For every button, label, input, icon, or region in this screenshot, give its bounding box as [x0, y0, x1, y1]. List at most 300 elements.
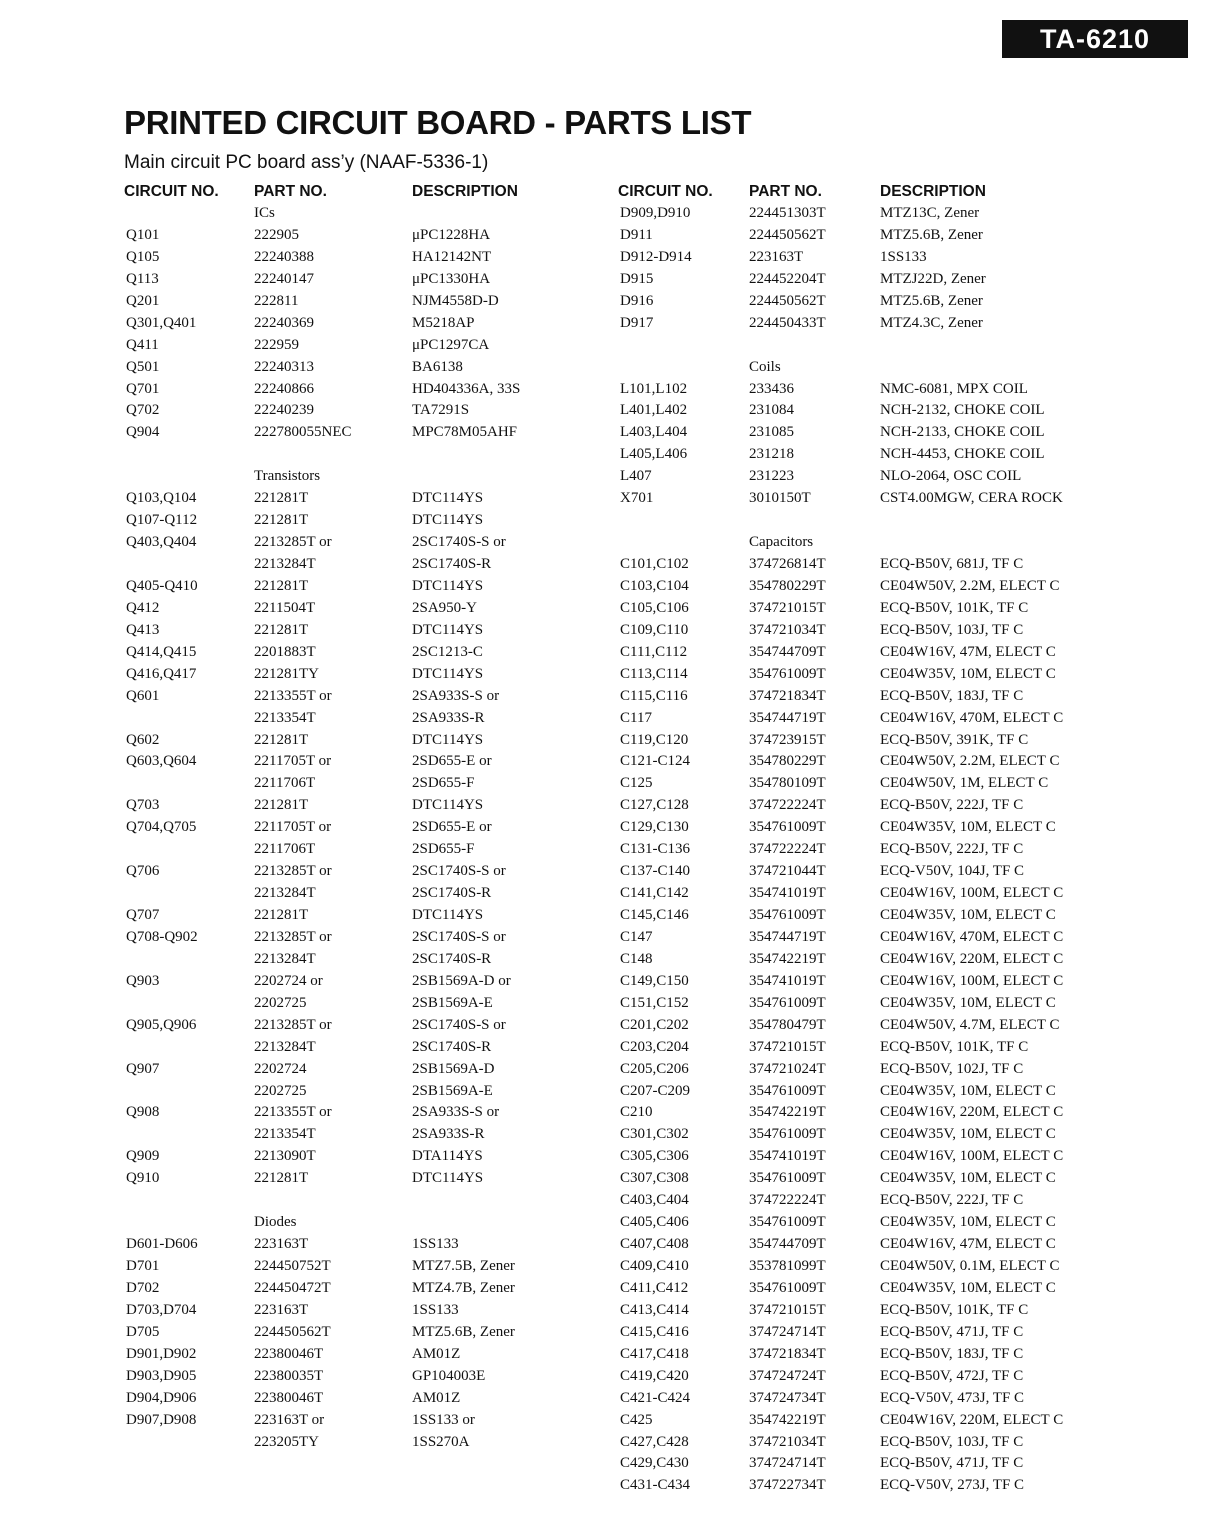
part-no-cell: 22240313 — [254, 358, 314, 375]
table-row — [124, 1102, 594, 1124]
part-no-cell: 2202725 — [254, 994, 307, 1011]
circuit-no-cell: Q603,Q604 — [126, 753, 197, 770]
part-no-cell: 2213355T or — [254, 1104, 332, 1121]
model-badge: TA-6210 — [1002, 20, 1188, 58]
table-row — [124, 1256, 594, 1278]
circuit-no-cell: D911 — [620, 226, 653, 243]
table-row — [124, 291, 594, 313]
circuit-no-cell: Q601 — [126, 687, 160, 704]
circuit-no-cell: Q101 — [126, 226, 160, 243]
table-row — [618, 1322, 1088, 1344]
description-cell: CE04W16V, 100M, ELECT C — [880, 972, 1064, 989]
circuit-no-cell: Q103,Q104 — [126, 490, 197, 507]
description-cell: CE04W16V, 220M, ELECT C — [880, 1411, 1064, 1428]
circuit-no-cell: D901,D902 — [126, 1345, 197, 1362]
description-cell: ECQ-B50V, 101K, TF C — [880, 1301, 1029, 1318]
table-row — [618, 1146, 1088, 1168]
description-cell: DTA114YS — [412, 1148, 483, 1165]
table-row — [124, 730, 594, 752]
description-cell: CE04W35V, 10M, ELECT C — [880, 819, 1056, 836]
part-no-cell: 374721834T — [749, 1345, 826, 1362]
table-row — [124, 664, 594, 686]
table-row — [124, 488, 594, 510]
circuit-no-cell: D917 — [620, 314, 654, 331]
circuit-no-cell: C201,C202 — [620, 1016, 689, 1033]
part-no-cell: 374722224T — [749, 797, 826, 814]
part-no-cell: 231085 — [749, 424, 794, 441]
description-cell: ECQ-B50V, 471J, TF C — [880, 1323, 1024, 1340]
table-row — [618, 686, 1088, 708]
part-no-cell: 2211706T — [254, 775, 316, 792]
circuit-no-cell: C403,C404 — [620, 1192, 689, 1209]
circuit-no-cell: Q707 — [126, 907, 160, 923]
circuit-no-cell: X701 — [620, 490, 654, 507]
table-row — [124, 422, 594, 444]
table-row — [124, 510, 594, 532]
part-no-cell: 354744709T — [749, 1236, 826, 1253]
circuit-no-cell: C103,C104 — [620, 577, 689, 594]
board-subtitle: Main circuit PC board ass’y (NAAF-5336-1) — [124, 152, 489, 173]
table-row — [618, 532, 1088, 554]
circuit-no-cell: C301,C302 — [620, 1126, 689, 1143]
circuit-no-cell: C109,C110 — [620, 621, 689, 638]
circuit-no-cell: C429,C430 — [620, 1455, 689, 1472]
table-row — [618, 225, 1088, 247]
circuit-no-cell: Q501 — [126, 358, 160, 375]
circuit-no-cell: D701 — [126, 1258, 160, 1274]
header-part-no: PART NO. — [749, 183, 822, 200]
circuit-no-cell: Q904 — [126, 424, 160, 441]
circuit-no-cell: C205,C206 — [620, 1060, 689, 1077]
table-row — [124, 817, 594, 839]
description-cell: ECQ-B50V, 391K, TF C — [880, 731, 1029, 748]
part-no-cell: 224450562T — [749, 292, 826, 309]
circuit-no-cell: C147 — [620, 928, 653, 945]
part-no-cell: 2213354T — [254, 709, 316, 726]
circuit-no-cell: D904,D906 — [126, 1389, 197, 1406]
header-part-no: PART NO. — [254, 183, 327, 200]
part-no-cell: 354761009T — [749, 1279, 826, 1296]
table-row — [124, 905, 594, 927]
description-cell: μPC1330HA — [412, 270, 491, 287]
circuit-no-cell: C417,C418 — [620, 1345, 689, 1362]
table-row — [618, 598, 1088, 620]
description-cell: HA12142NT — [412, 248, 492, 265]
part-no-cell: 374721034T — [749, 1433, 826, 1450]
circuit-no-cell: C210 — [620, 1104, 653, 1121]
table-row — [618, 861, 1088, 883]
table-row — [618, 247, 1088, 269]
circuit-no-cell: C307,C308 — [620, 1170, 689, 1187]
table-row — [618, 1453, 1088, 1475]
description-cell: 2SC1740S-S or — [412, 863, 506, 880]
description-cell: GP104003E — [412, 1367, 486, 1384]
description-cell: MTZ5.6B, Zener — [412, 1323, 515, 1340]
description-cell: 1SS133 — [412, 1236, 459, 1253]
circuit-no-cell: C129,C130 — [620, 819, 689, 836]
table-row — [124, 773, 594, 795]
description-cell: ECQ-B50V, 183J, TF C — [880, 1345, 1024, 1362]
part-no-cell: 221281T — [254, 797, 309, 814]
circuit-no-cell: Q706 — [126, 863, 160, 880]
part-no-cell: 2213285T or — [254, 534, 332, 551]
part-no-cell: 221281T — [254, 621, 309, 638]
part-no-cell: 354741019T — [749, 972, 826, 989]
circuit-no-cell: Q201 — [126, 292, 160, 309]
part-no-cell: 2202725 — [254, 1082, 307, 1099]
circuit-no-cell: Q908 — [126, 1104, 160, 1121]
part-no-cell: 374721024T — [749, 1060, 826, 1077]
table-row — [124, 554, 594, 576]
table-row — [124, 1300, 594, 1322]
description-cell: 2SC1740S-S or — [412, 534, 506, 551]
description-cell: DTC114YS — [412, 512, 484, 529]
table-row — [124, 444, 594, 466]
table-row — [618, 1410, 1088, 1432]
part-no-cell: 354761009T — [749, 665, 826, 682]
table-row — [618, 1278, 1088, 1300]
part-no-cell: 22240147 — [254, 270, 314, 287]
header-description: DESCRIPTION — [880, 183, 986, 200]
description-cell: 2SA933S-S or — [412, 1104, 500, 1121]
table-row — [618, 905, 1088, 927]
part-no-cell: 2202724 — [254, 1060, 307, 1077]
part-no-cell: 354744709T — [749, 643, 826, 660]
table-row — [618, 1168, 1088, 1190]
table-row — [618, 1102, 1088, 1124]
table-row — [124, 466, 594, 488]
part-no-cell: 354742219T — [749, 1104, 826, 1121]
description-cell: NLO-2064, OSC COIL — [880, 468, 1022, 485]
circuit-no-cell: Q413 — [126, 621, 160, 638]
part-no-cell: 374724714T — [749, 1455, 826, 1472]
table-row — [618, 708, 1088, 730]
part-no-cell: 224450472T — [254, 1279, 331, 1296]
description-cell: NCH-2132, CHOKE COIL — [880, 402, 1045, 419]
table-row — [618, 1388, 1088, 1410]
circuit-no-cell: C151,C152 — [620, 994, 689, 1011]
description-cell: 2SD655-F — [412, 841, 475, 858]
description-cell: MTZ13C, Zener — [880, 205, 980, 221]
table-row — [124, 1212, 594, 1234]
table-row — [124, 1124, 594, 1146]
description-cell: ECQ-B50V, 681J, TF C — [880, 556, 1024, 572]
table-row — [618, 444, 1088, 466]
circuit-no-cell: D909,D910 — [620, 205, 691, 221]
part-no-cell: 374721834T — [749, 687, 826, 704]
table-row — [124, 400, 594, 422]
part-no-cell: 354761009T — [749, 1170, 826, 1187]
part-no-cell: 2211706T — [254, 841, 316, 858]
description-cell: MTZ7.5B, Zener — [412, 1258, 515, 1274]
table-row — [618, 488, 1088, 510]
part-no-cell: 354761009T — [749, 1214, 826, 1231]
part-no-cell: 354741019T — [749, 1148, 826, 1165]
part-no-cell: 374722734T — [749, 1477, 826, 1494]
table-row — [618, 1256, 1088, 1278]
description-cell: 2SC1740S-R — [412, 885, 492, 902]
description-cell: 2SC1740S-R — [412, 1038, 492, 1055]
part-no-cell: 374721015T — [749, 1301, 826, 1318]
description-cell: 2SB1569A-E — [412, 1082, 493, 1099]
table-row — [124, 1322, 594, 1344]
header-description: DESCRIPTION — [412, 183, 518, 200]
table-row — [124, 993, 594, 1015]
table-row — [124, 598, 594, 620]
part-no-cell: 231084 — [749, 402, 794, 419]
table-row — [124, 839, 594, 861]
circuit-no-cell: Q411 — [126, 336, 159, 353]
part-no-cell: 223163T — [749, 248, 804, 265]
description-cell: CE04W50V, 0.1M, ELECT C — [880, 1258, 1060, 1274]
circuit-no-cell: D703,D704 — [126, 1301, 197, 1318]
part-no-cell: 374726814T — [749, 556, 826, 572]
part-no-cell: Capacitors — [749, 534, 814, 551]
circuit-no-cell: C431-C434 — [620, 1477, 691, 1494]
description-cell: 1SS270A — [412, 1433, 470, 1450]
table-body — [124, 203, 594, 1453]
table-row — [618, 291, 1088, 313]
circuit-no-cell: D601-D606 — [126, 1236, 198, 1253]
description-cell: 2SC1740S-S or — [412, 1016, 506, 1033]
part-no-cell: 2213284T — [254, 1038, 316, 1055]
table-row — [618, 971, 1088, 993]
part-no-cell: 2213090T — [254, 1148, 316, 1165]
circuit-no-cell: C425 — [620, 1411, 653, 1428]
circuit-no-cell: C207-C209 — [620, 1082, 691, 1099]
description-cell: DTC114YS — [412, 621, 484, 638]
part-no-cell: 233436 — [749, 380, 794, 397]
description-cell: MTZ5.6B, Zener — [880, 292, 983, 309]
circuit-no-cell: C148 — [620, 950, 653, 967]
parts-table-left — [124, 181, 594, 1453]
part-no-cell: 224451303T — [749, 205, 826, 221]
part-no-cell: 221281T — [254, 512, 309, 529]
description-cell: 2SC1213-C — [412, 643, 483, 660]
circuit-no-cell: Q414,Q415 — [126, 643, 197, 660]
table-row — [618, 203, 1088, 225]
description-cell: CE04W35V, 10M, ELECT C — [880, 1126, 1056, 1143]
parts-table-right — [618, 181, 1088, 1497]
description-cell: DTC114YS — [412, 797, 484, 814]
table-row — [124, 1168, 594, 1190]
table-row — [618, 993, 1088, 1015]
part-no-cell: 224450562T — [254, 1323, 331, 1340]
table-row — [124, 225, 594, 247]
part-no-cell: 354744719T — [749, 928, 826, 945]
description-cell: CE04W50V, 4.7M, ELECT C — [880, 1016, 1060, 1033]
description-cell: DTC114YS — [412, 577, 484, 594]
circuit-no-cell: D903,D905 — [126, 1367, 197, 1384]
description-cell: ECQ-B50V, 102J, TF C — [880, 1060, 1024, 1077]
page-title: PRINTED CIRCUIT BOARD - PARTS LIST — [124, 104, 752, 141]
description-cell: CE04W16V, 220M, ELECT C — [880, 950, 1064, 967]
description-cell: CE04W50V, 2.2M, ELECT C — [880, 753, 1060, 770]
part-no-cell: 374724714T — [749, 1323, 826, 1340]
circuit-no-cell: C127,C128 — [620, 797, 689, 814]
table-row — [618, 1234, 1088, 1256]
circuit-no-cell: Q907 — [126, 1060, 160, 1077]
circuit-no-cell: Q701 — [126, 380, 160, 397]
description-cell: NCH-2133, CHOKE COIL — [880, 424, 1045, 441]
part-no-cell: 2213284T — [254, 950, 316, 967]
table-row — [124, 795, 594, 817]
table-row — [124, 532, 594, 554]
part-no-cell: 354761009T — [749, 994, 826, 1011]
part-no-cell: 221281T — [254, 577, 309, 594]
description-cell: 2SB1569A-D or — [412, 972, 511, 989]
circuit-no-cell: C113,C114 — [620, 665, 688, 682]
circuit-no-cell: C203,C204 — [620, 1038, 689, 1055]
description-cell: CE04W35V, 10M, ELECT C — [880, 1170, 1056, 1187]
part-no-cell: 354761009T — [749, 819, 826, 836]
description-cell: CST4.00MGW, CERA ROCK — [880, 490, 1063, 507]
description-cell: HD404336A, 33S — [412, 380, 521, 397]
part-no-cell: 22240369 — [254, 314, 314, 331]
part-no-cell: 374723915T — [749, 731, 826, 748]
description-cell: ECQ-B50V, 222J, TF C — [880, 797, 1024, 814]
description-cell: μPC1228HA — [412, 226, 491, 243]
part-no-cell: 2201883T — [254, 643, 316, 660]
table-row — [618, 620, 1088, 642]
table-row — [124, 335, 594, 357]
description-cell: ECQ-B50V, 222J, TF C — [880, 1192, 1024, 1209]
circuit-no-cell: Q909 — [126, 1148, 160, 1165]
part-no-cell: 3010150T — [749, 490, 811, 507]
description-cell: ECQ-V50V, 273J, TF C — [880, 1477, 1025, 1494]
part-no-cell: 221281T — [254, 490, 309, 507]
circuit-no-cell: C121-C124 — [620, 753, 691, 770]
description-cell: 2SC1740S-R — [412, 950, 492, 967]
part-no-cell: 22380035T — [254, 1367, 324, 1384]
description-cell: 2SC1740S-R — [412, 556, 492, 572]
part-no-cell: 2211705T or — [254, 753, 332, 770]
description-cell: MTZJ22D, Zener — [880, 270, 986, 287]
table-row — [618, 1212, 1088, 1234]
description-cell: MPC78M05AHF — [412, 424, 518, 441]
part-no-cell: 354761009T — [749, 907, 826, 923]
part-no-cell: 354741019T — [749, 885, 826, 902]
part-no-cell: 22380046T — [254, 1389, 324, 1406]
part-no-cell: 354780229T — [749, 753, 826, 770]
circuit-no-cell: C115,C116 — [620, 687, 688, 704]
description-cell: AM01Z — [412, 1389, 461, 1406]
table-row — [124, 1410, 594, 1432]
table-row — [618, 422, 1088, 444]
circuit-no-cell: C407,C408 — [620, 1236, 689, 1253]
circuit-no-cell: C137-C140 — [620, 863, 691, 880]
circuit-no-cell: Q403,Q404 — [126, 534, 197, 551]
table-row — [618, 466, 1088, 488]
description-cell: CE04W16V, 220M, ELECT C — [880, 1104, 1064, 1121]
description-cell: TA7291S — [412, 402, 470, 419]
description-cell: ECQ-B50V, 103J, TF C — [880, 621, 1024, 638]
description-cell: 2SD655-E or — [412, 819, 492, 836]
circuit-no-cell: C101,C102 — [620, 556, 689, 572]
table-row — [618, 839, 1088, 861]
table-row — [124, 203, 594, 225]
description-cell: CE04W50V, 1M, ELECT C — [880, 775, 1049, 792]
table-row — [618, 1432, 1088, 1454]
description-cell: CE04W16V, 47M, ELECT C — [880, 1236, 1056, 1253]
description-cell: MTZ5.6B, Zener — [880, 226, 983, 243]
circuit-no-cell: C427,C428 — [620, 1433, 689, 1450]
part-no-cell: 22240866 — [254, 380, 314, 397]
table-row — [124, 1081, 594, 1103]
circuit-no-cell: L401,L402 — [620, 402, 688, 419]
description-cell: 2SA933S-S or — [412, 687, 500, 704]
part-no-cell: 354742219T — [749, 950, 826, 967]
circuit-no-cell: L101,L102 — [620, 380, 688, 397]
part-no-cell: 2213285T or — [254, 928, 332, 945]
circuit-no-cell: Q704,Q705 — [126, 819, 197, 836]
circuit-no-cell: Q703 — [126, 797, 160, 814]
description-cell: NMC-6081, MPX COIL — [880, 380, 1028, 397]
description-cell: ECQ-B50V, 183J, TF C — [880, 687, 1024, 704]
circuit-no-cell: Q113 — [126, 270, 159, 287]
description-cell: DTC114YS — [412, 907, 484, 923]
circuit-no-cell: Q412 — [126, 599, 160, 616]
circuit-no-cell: Q602 — [126, 731, 160, 748]
circuit-no-cell: C141,C142 — [620, 885, 689, 902]
description-cell: 2SC1740S-S or — [412, 928, 506, 945]
circuit-no-cell: C149,C150 — [620, 972, 689, 989]
table-row — [124, 379, 594, 401]
part-no-cell: 222780055NEC — [254, 424, 352, 441]
part-no-cell: 354780479T — [749, 1016, 826, 1033]
part-no-cell: 374721015T — [749, 599, 826, 616]
part-no-cell: 22240388 — [254, 248, 314, 265]
description-cell: μPC1297CA — [412, 336, 490, 353]
table-row — [618, 1059, 1088, 1081]
part-no-cell: 231218 — [749, 446, 794, 463]
part-no-cell: Coils — [749, 358, 781, 375]
table-row — [124, 1037, 594, 1059]
part-no-cell: ICs — [254, 205, 275, 221]
table-row — [124, 751, 594, 773]
part-no-cell: 231223 — [749, 468, 794, 485]
description-cell: NCH-4453, CHOKE COIL — [880, 446, 1045, 463]
part-no-cell: 2211504T — [254, 599, 316, 616]
table-row — [618, 1015, 1088, 1037]
description-cell: 2SA950-Y — [412, 599, 478, 616]
part-no-cell: 354761009T — [749, 1082, 826, 1099]
description-cell: CE04W35V, 10M, ELECT C — [880, 1082, 1056, 1099]
table-row — [618, 510, 1088, 532]
table-row — [124, 576, 594, 598]
part-no-cell: 223205TY — [254, 1433, 319, 1450]
part-no-cell: 222811 — [254, 292, 299, 309]
description-cell: ECQ-B50V, 471J, TF C — [880, 1455, 1024, 1472]
circuit-no-cell: D912-D914 — [620, 248, 692, 265]
part-no-cell: 221281T — [254, 1170, 309, 1187]
table-row — [124, 1059, 594, 1081]
circuit-no-cell: L407 — [620, 468, 652, 485]
table-row — [124, 1015, 594, 1037]
circuit-no-cell: C125 — [620, 775, 653, 792]
table-row — [618, 554, 1088, 576]
table-row — [618, 335, 1088, 357]
part-no-cell: 374722224T — [749, 1192, 826, 1209]
table-row — [124, 971, 594, 993]
description-cell: DTC114YS — [412, 1170, 484, 1187]
circuit-no-cell: C119,C120 — [620, 731, 689, 748]
description-cell: CE04W50V, 2.2M, ELECT C — [880, 577, 1060, 594]
circuit-no-cell: D916 — [620, 292, 654, 309]
part-no-cell: 222905 — [254, 226, 299, 243]
description-cell: CE04W35V, 10M, ELECT C — [880, 907, 1056, 923]
table-row — [124, 1366, 594, 1388]
